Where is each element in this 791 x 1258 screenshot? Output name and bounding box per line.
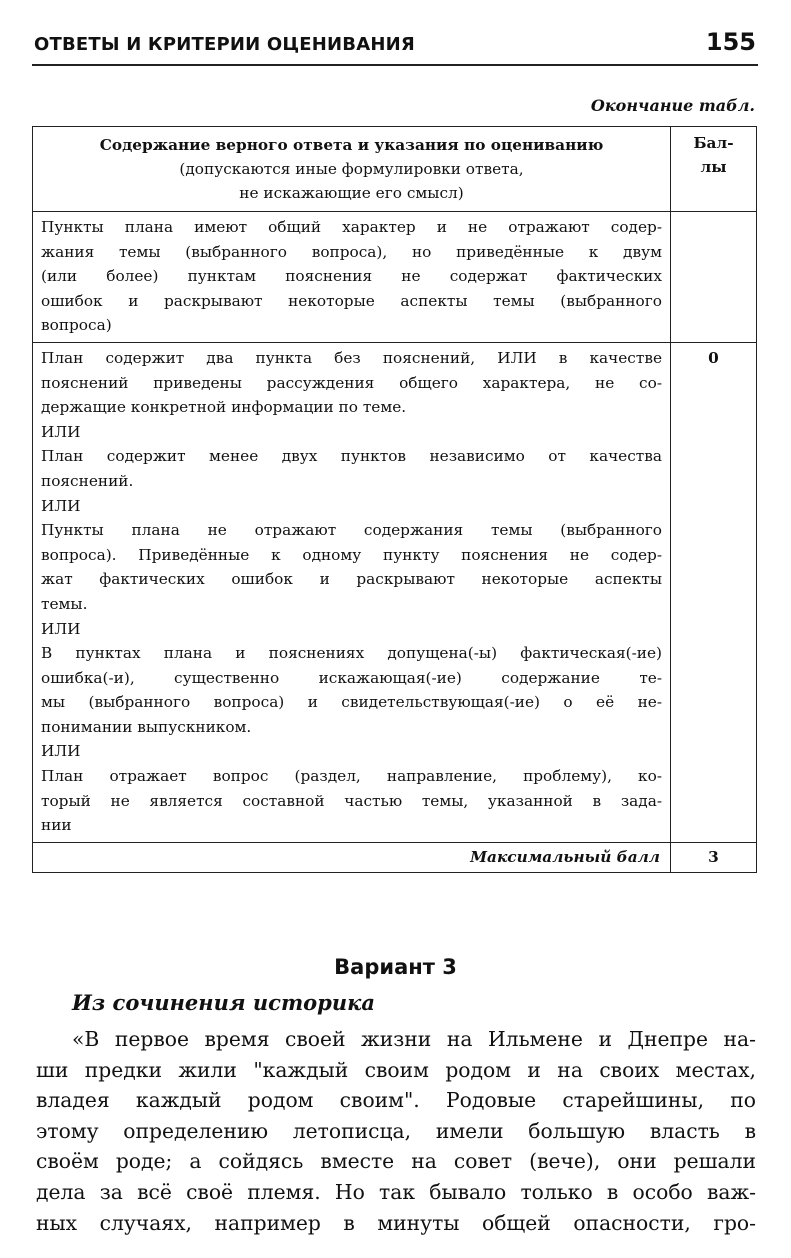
criteria-line: План отражает вопрос (раздел, направление, проблему), ко- (41, 767, 662, 786)
criteria-text-cell (33, 212, 671, 343)
criteria-table (32, 126, 757, 873)
max-score-label: Максимальный балл (33, 842, 671, 873)
header-content-title: Содержание верного ответа и указания по оцениванию (99, 136, 604, 154)
criteria-line: (или более) пунктам пояснения не содержат фактических (41, 267, 662, 286)
table-row (33, 212, 757, 343)
header-points-line-1: Бал- (693, 134, 734, 152)
table-caption: Окончание табл. (590, 96, 755, 115)
page-header (32, 26, 758, 66)
criteria-line: План содержит менее двух пунктов независимо от качества (41, 447, 662, 466)
criteria-line: ошибка(-и), существенно искажающая(-ие) содержание те- (41, 668, 662, 687)
or-separator: ИЛИ (41, 422, 81, 441)
text-line: владея каждый родом своим". Родовые старейшины, по (36, 1088, 756, 1113)
header-points-cell (671, 127, 757, 212)
criteria-text-cell (33, 342, 671, 842)
criteria-line: вопроса). Приведённые к одному пункту пояснения не содер- (41, 545, 662, 564)
or-separator: ИЛИ (41, 742, 81, 761)
header-points-line-2: лы (700, 158, 727, 176)
criteria-line: пояснений приведены рассуждения общего характера, не со- (41, 373, 662, 392)
criteria-line: Пункты плана не отражают содержания темы (выбранного (41, 521, 662, 540)
table-header-row (33, 127, 757, 212)
excerpt-text (36, 1024, 756, 1238)
or-separator: ИЛИ (41, 619, 81, 638)
header-content-cell (33, 127, 671, 212)
criteria-line: вопроса) (41, 316, 112, 335)
points-cell (671, 212, 757, 343)
header-content-note-line-2: не искажающие его смысл) (239, 184, 464, 202)
criteria-line: темы. (41, 594, 88, 613)
max-score-value: 3 (671, 842, 757, 873)
criteria-line: мы (выбранного вопроса) и свидетельствующая(-ие) о её не- (41, 693, 662, 712)
criteria-line: понимании выпускником. (41, 717, 252, 736)
total-row (33, 842, 757, 873)
criteria-line: ошибок и раскрывают некоторые аспекты темы (выбранного (41, 291, 662, 310)
criteria-line: Пункты плана имеют общий характер и не отражают содер- (41, 218, 662, 236)
criteria-line: План содержит два пункта без пояснений, ИЛИ в качестве (41, 348, 662, 367)
text-line: своём роде; а сойдясь вместе на совет (вече), они решали (36, 1149, 756, 1174)
text-line: дела за всё своё племя. Но так бывало только в особо важ- (36, 1179, 756, 1204)
header-content-note-line-1: (допускаются иные формулировки ответа, (179, 160, 524, 178)
page-number: 155 (705, 28, 756, 56)
variant-heading: Вариант 3 (334, 955, 457, 979)
text-line: ши предки жили "каждый своим родом и на своих местах, (36, 1057, 756, 1082)
criteria-line: держащие конкретной информации по теме. (41, 398, 407, 417)
running-title: ОТВЕТЫ И КРИТЕРИИ ОЦЕНИВАНИЯ (34, 34, 415, 55)
criteria-line: нии (41, 816, 72, 835)
criteria-line: В пунктах плана и пояснениях допущена(-ы) фактическая(-ие) (41, 644, 662, 663)
criteria-line: жания темы (выбранного вопроса), но приведённые к двум (41, 242, 662, 261)
text-line: «В первое время своей жизни на Ильмене и Днепре на- (72, 1027, 756, 1051)
text-line: этому определению летописца, имели большую власть в (36, 1118, 756, 1143)
excerpt-heading: Из сочинения историка (72, 990, 375, 1015)
criteria-line: торый не является составной частью темы, указанной в зада- (41, 791, 662, 810)
points-cell: 0 (671, 342, 757, 842)
criteria-line: жат фактических ошибок и раскрывают некоторые аспекты (41, 570, 662, 589)
table-row (33, 342, 757, 842)
or-separator: ИЛИ (41, 496, 81, 515)
text-line: ных случаях, например в минуты общей опасности, гро- (36, 1210, 756, 1235)
criteria-line: пояснений. (41, 471, 134, 490)
